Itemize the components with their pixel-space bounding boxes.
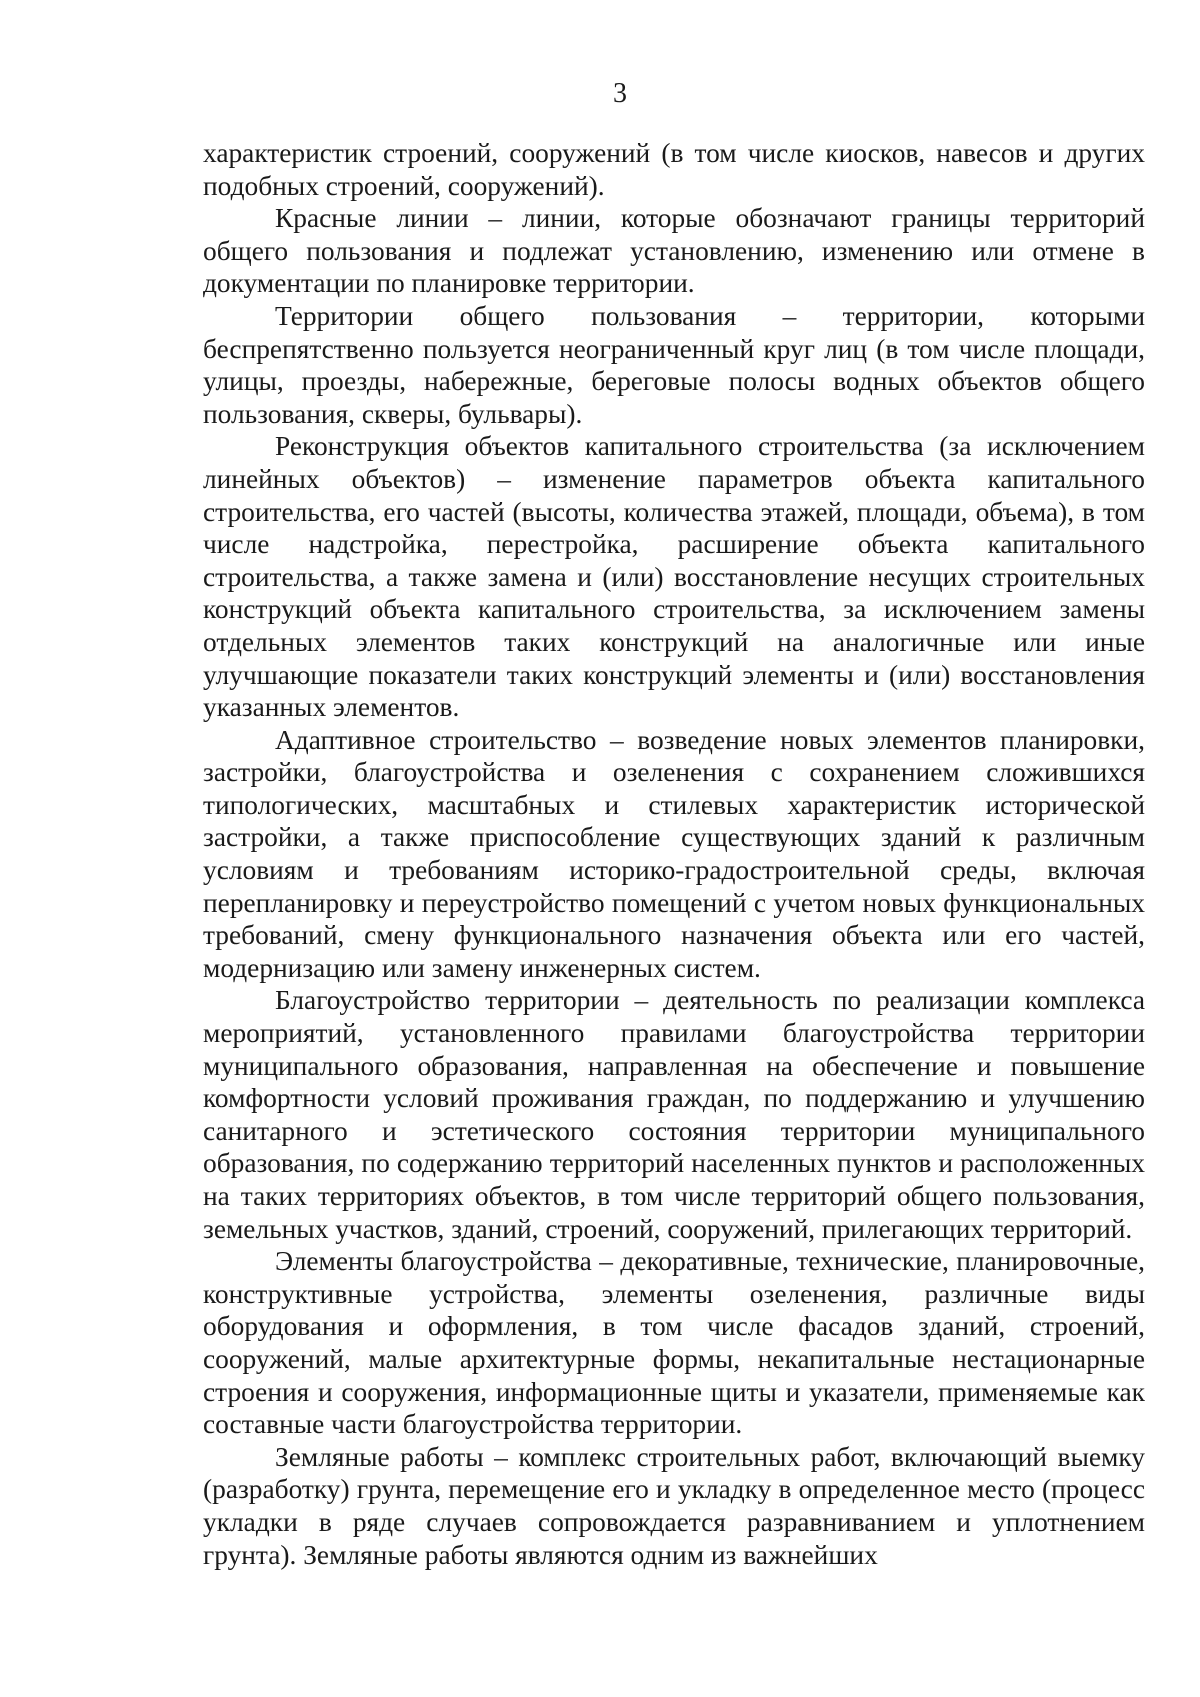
paragraph-continuation: характеристик строений, сооружений (в том числе киосков, навесов и других подобных строений, сооружений). (203, 138, 1145, 201)
paragraph-public-territories: Территории общего пользования – территории, которыми беспрепятственно пользуется неограниченный круг лиц (в том числе площади, улицы, проезды, набережные, береговые полосы водных объектов общего пользования, скверы, бульвары). (203, 300, 1145, 429)
paragraph-landscaping-elements: Элементы благоустройства – декоративные, технические, планировочные, конструктивные устройства, элементы озеленения, различные виды оборудования и оформления, в том числе фасадов зданий, строений, сооружений, малые архитектурные формы, некапитальные нестационарные строения и сооружения, информационные щиты и указатели, применяемые как составные части благоустройства территории. (203, 1246, 1145, 1440)
paragraph-red-lines: Красные линии – линии, которые обозначают границы территорий общего пользования и подлежат установлению, изменению или отмене в документации по планировке территории. (203, 203, 1145, 299)
paragraph-earthworks: Земляные работы – комплекс строительных работ, включающий выемку (разработку) грунта, перемещение его и укладку в определенное место (процесс укладки в ряде случаев сопровождается разравниванием и уплотнением грунта). Земляные работы являются одним из важнейших (203, 1441, 1145, 1570)
document-body (203, 137, 1145, 1571)
page-number: 3 (613, 78, 627, 109)
paragraph-landscaping: Благоустройство территории – деятельность по реализации комплекса мероприятий, установленного правилами благоустройства территории муниципального образования, направленная на обеспечение и повышение комфортности условий проживания граждан, по поддержанию и улучшению санитарного и эстетического состояния территории муниципального образования, по содержанию территорий населенных пунктов и расположенных на таких территориях объектов, в том числе территорий общего пользования, земельных участков, зданий, строений, сооружений, прилегающих территорий. (203, 985, 1145, 1244)
paragraph-reconstruction: Реконструкция объектов капитального строительства (за исключением линейных объектов) – изменение параметров объекта капитального строительства, его частей (высоты, количества этажей, площади, объема), в том числе надстройка, перестройка, расширение объекта капитального строительства, а также замена и (или) восстановление несущих строительных конструкций объекта капитального строительства, за исключением замены отдельных элементов таких конструкций на аналогичные или иные улучшающие показатели таких конструкций элементы и (или) восстановления указанных элементов. (203, 431, 1145, 723)
paragraph-adaptive-construction: Адаптивное строительство – возведение новых элементов планировки, застройки, благоустройства и озеленения с сохранением сложившихся типологических, масштабных и стилевых характеристик исторической застройки, а также приспособление существующих зданий к различным условиям и требованиям историко-градостроительной среды, включая перепланировку и переустройство помещений с учетом новых функциональных требований, смену функционального назначения объекта или его частей, модернизацию или замену инженерных систем. (203, 724, 1145, 983)
